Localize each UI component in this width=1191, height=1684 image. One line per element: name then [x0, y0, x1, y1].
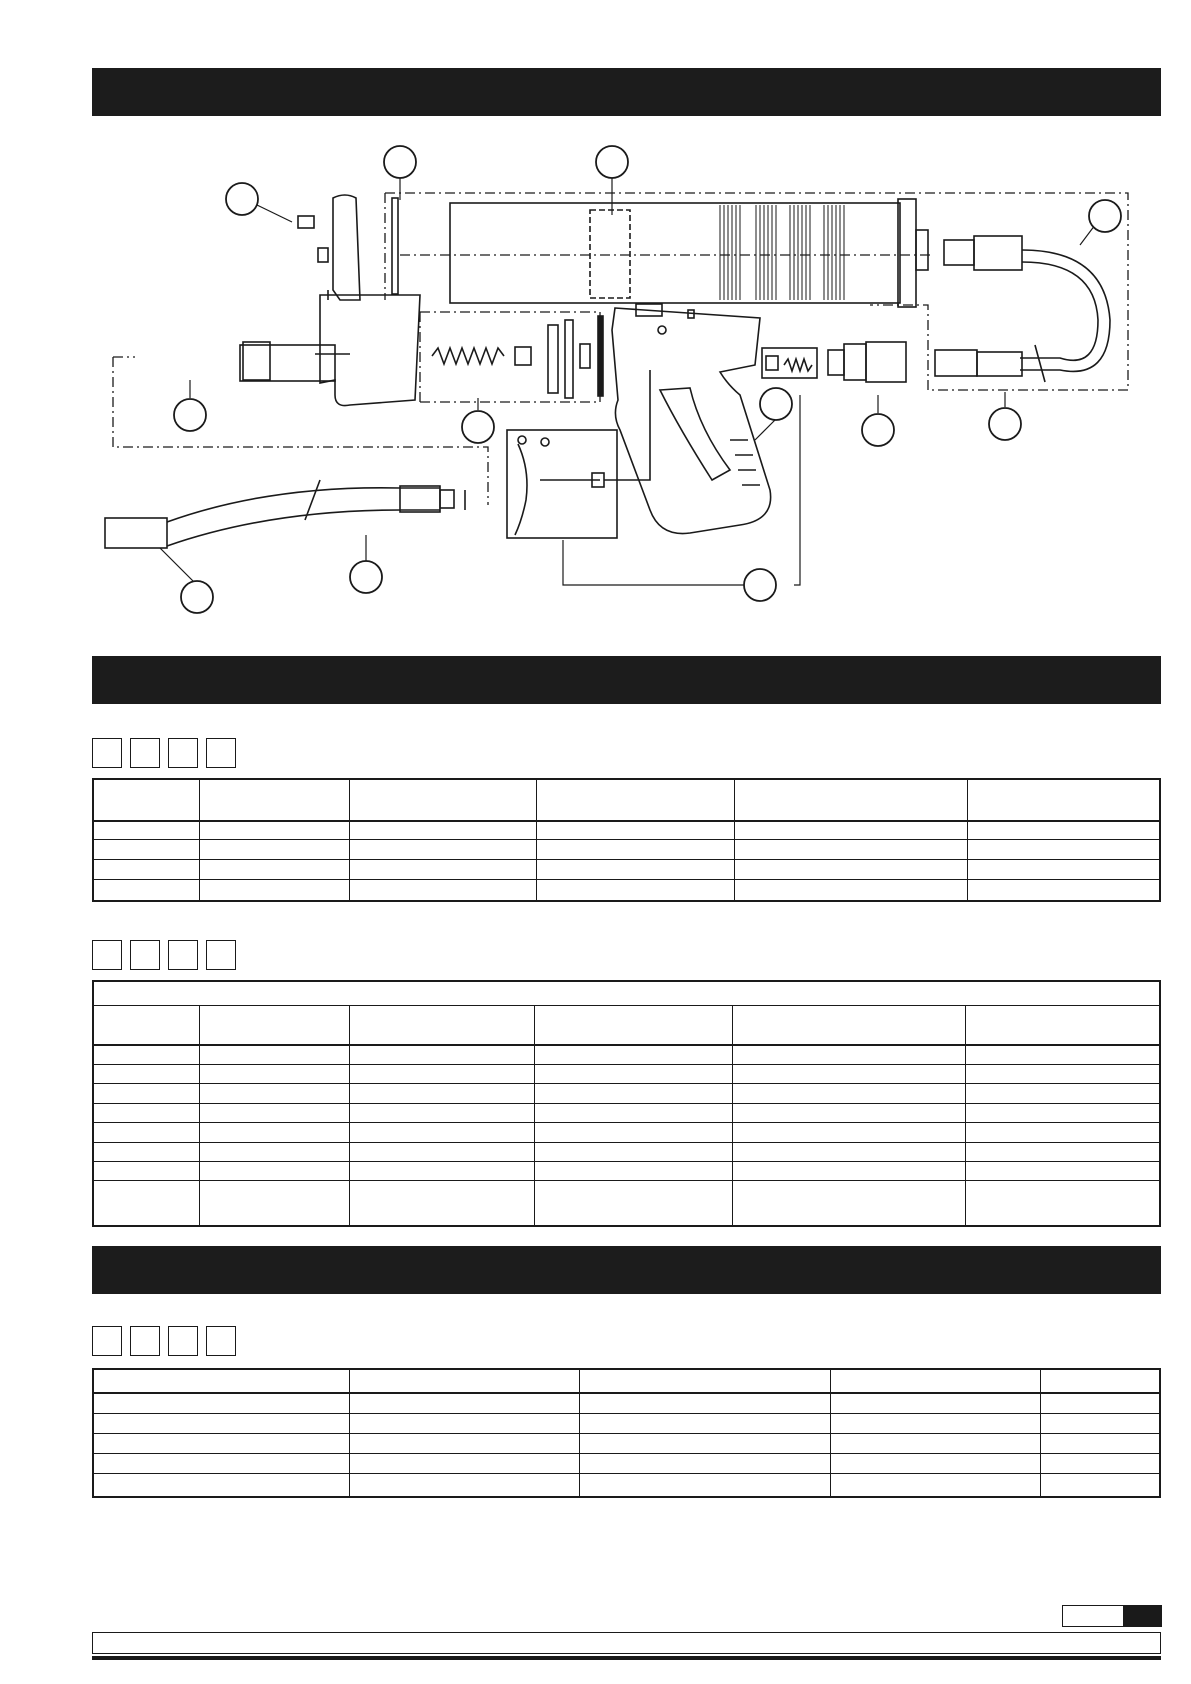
icon-box	[92, 1326, 122, 1356]
table-row	[93, 1413, 1160, 1433]
grease-barrel	[450, 199, 928, 307]
icon-box	[92, 738, 122, 768]
icon-box-group	[92, 738, 236, 770]
icon-box-group	[92, 1326, 236, 1358]
icon-box	[130, 1326, 160, 1356]
callout-circle	[181, 581, 213, 613]
spec-table-1	[92, 778, 1161, 902]
grouping-lines	[113, 193, 1128, 505]
callout-circle	[1089, 200, 1121, 232]
table-row	[93, 879, 1160, 901]
icon-box	[168, 940, 198, 970]
pistol-grip	[612, 304, 771, 534]
icon-box-group	[92, 940, 236, 972]
table-row	[93, 1142, 1160, 1161]
table-caption-row	[93, 981, 1160, 1005]
table-row	[93, 1045, 1160, 1064]
icon-box	[206, 738, 236, 768]
table-row	[93, 1083, 1160, 1103]
head-cap	[240, 195, 420, 406]
icon-box	[168, 738, 198, 768]
footer-bar	[92, 1632, 1161, 1654]
callout-circle	[384, 146, 416, 178]
icon-box	[206, 940, 236, 970]
page-number	[1124, 1605, 1162, 1627]
icon-box	[168, 1326, 198, 1356]
table-row	[93, 1103, 1160, 1122]
icon-box	[130, 940, 160, 970]
table-row	[93, 1393, 1160, 1413]
table-row	[93, 1180, 1160, 1226]
table-row	[93, 1433, 1160, 1453]
table-row	[93, 859, 1160, 879]
callout-circle	[862, 414, 894, 446]
table-row	[93, 1161, 1160, 1180]
icon-box	[206, 1326, 236, 1356]
table-row	[93, 839, 1160, 859]
exploded-parts-diagram	[0, 0, 1191, 640]
table-row	[93, 1473, 1160, 1497]
callout-circles	[174, 146, 1121, 613]
plunger-spring	[432, 316, 603, 398]
coupler-fittings	[762, 342, 906, 382]
section-header-specifications	[92, 656, 1161, 704]
accessory-table	[92, 1368, 1161, 1498]
table-header-row	[93, 1369, 1160, 1393]
callout-circle	[462, 411, 494, 443]
callout-circle	[989, 408, 1021, 440]
callout-circle	[744, 569, 776, 601]
page-label-box	[1062, 1605, 1124, 1627]
footer-rule	[92, 1656, 1161, 1660]
table-row	[93, 1122, 1160, 1142]
callout-circle	[760, 388, 792, 420]
icon-box	[130, 738, 160, 768]
table-header-row	[93, 1005, 1160, 1045]
grease-hose	[105, 480, 465, 548]
callout-circle	[226, 183, 258, 215]
callout-circle	[596, 146, 628, 178]
icon-box	[92, 940, 122, 970]
section-header-accessories	[92, 1246, 1161, 1294]
table-header-row	[93, 779, 1160, 821]
table-row	[93, 821, 1160, 839]
air-hose	[935, 236, 1110, 382]
table-row	[93, 1453, 1160, 1473]
table-row	[93, 1064, 1160, 1083]
spec-table-2	[92, 980, 1161, 1227]
callout-circle	[350, 561, 382, 593]
callout-circle	[174, 399, 206, 431]
